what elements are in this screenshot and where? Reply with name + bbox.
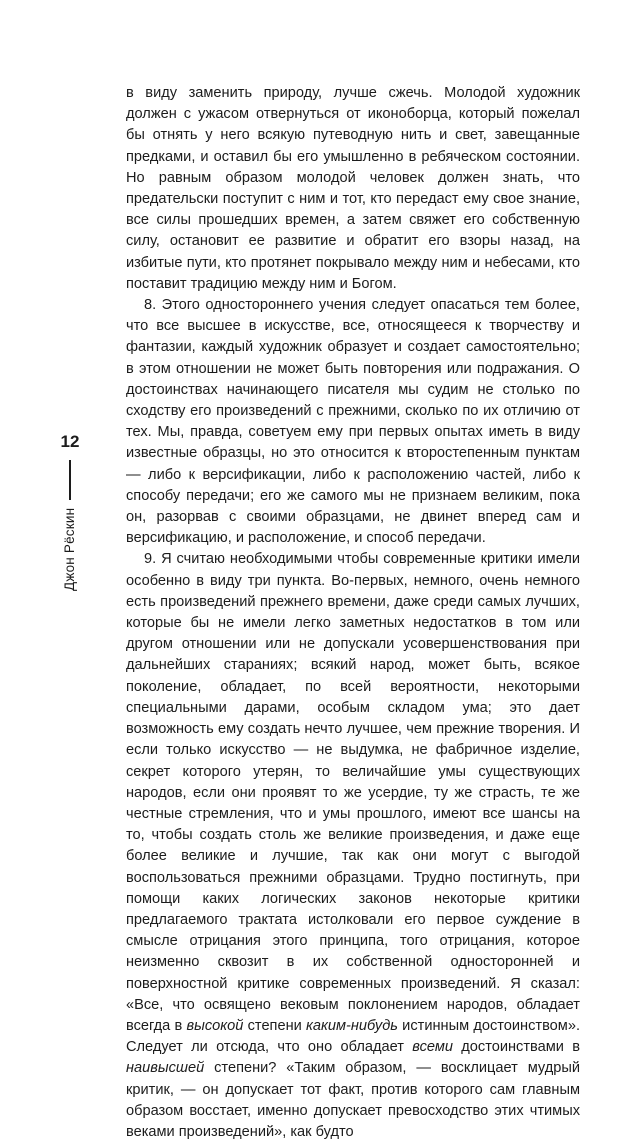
paragraph-9-text: достоинствами в <box>452 1039 580 1056</box>
paragraph-9-text: истинным достоинством». Следует ли отсюда, что оно обладает <box>126 1017 580 1056</box>
page-number: 12 <box>60 432 80 451</box>
emphasis-naivysshey: наивысшей <box>126 1060 205 1077</box>
paragraph-9-text: степени? «Таким образом, — восклицает мудрый критик, — он допускает тот факт, против которого сам главным образом восстает, именно допускает превосходство этих чтимых веками произведений», как будто <box>126 1060 580 1140</box>
paragraph-1: в виду заменить природу, лучше сжечь. Молодой художник должен с ужасом отвернуться от иконоборца, который пожелал бы отнять у него всякую путеводную нить и свет, завещанные предками, и оставил бы его умышленно в ребяческом состоянии. Но равным образом молодой человек должен знать, что предательски поступит с ним и тот, кто передаст ему свое знание, все силы прошедших времен, а затем свяжет его собственную силу, остановит ее развитие и обратит его взоры назад, на избитые пути, кто протянет покрывало между ним и небесами, кто поставит традицию между ним и Богом. <box>126 85 580 292</box>
running-head: Джон Рёскин <box>62 507 77 591</box>
margin-rule <box>69 460 71 500</box>
paragraph-9-text: 9. Я считаю необходимыми чтобы современные критики имели особенно в виду три пункта. Во-первых, немного, очень немного есть произведений прежнего времени, даже среди самых лучших, которые бы не имели легко заметных недостатков в том или другом отношении или не допускали усовершенствования при дальнейших стараниях; всякий народ, может быть, всякое поколение, обладает, по всей вероятности, некоторыми специальными дарами, особым складом ума; это дает возможность ему создать нечто лучшее, чем прежние творения. И если только искусство — не выдумка, не фабричное изделие, секрет которого утерян, то величайшие умы существующих народов, если они проявят то же усердие, ту же страсть, те же честные стремления, что и умы прошлого, имеют все шансы на то, чтобы создать столь же великие произведения, и даже еще более великие и лучшие, так как они могут с выгодой воспользоваться прежними образцами. Трудно постигнуть, при помощи каких логических законов некоторые критики предлагаемого трактата истолковали его первое суждение в смысле отрицания этого принципа, того отрицания, которое неизменно сквозит в их собственной односторонней и поверхностной критике современных произведений. Я сказал: «Все, что освящено вековым поклонением народов, обладает всегда в <box>126 551 580 1034</box>
emphasis-vysokoy: высокой <box>186 1017 244 1034</box>
emphasis-vsemi: всеми <box>412 1039 453 1056</box>
paragraph-9 <box>126 549 580 1143</box>
paragraph-8: 8. Этого одностороннего учения следует опасаться тем более, что все высшее в искусстве, все, относящееся к творчеству и фантазии, каждый художник образует и создает самостоятельно; в этом отношении не может быть повторения или подражания. О достоинствах начинающего писателя мы судим не столько по сходству его произведений с прежними, сколько по их отличию от тех. Мы, правда, советуем ему при первых опытах иметь в виду известные образцы, но это относится к второстепенным пунктам — либо к версификации, либо к расположению частей, либо к способу передачи; его же самого мы не признаем великим, пока он, разорвав с своими образцами, не двинет вперед сам и версификацию, и расположение, и способ передачи. <box>126 297 580 547</box>
paragraph-9-text: степени <box>243 1017 307 1034</box>
emphasis-kakim-nibud: каким-нибудь <box>306 1017 398 1034</box>
body-text <box>126 83 580 1143</box>
